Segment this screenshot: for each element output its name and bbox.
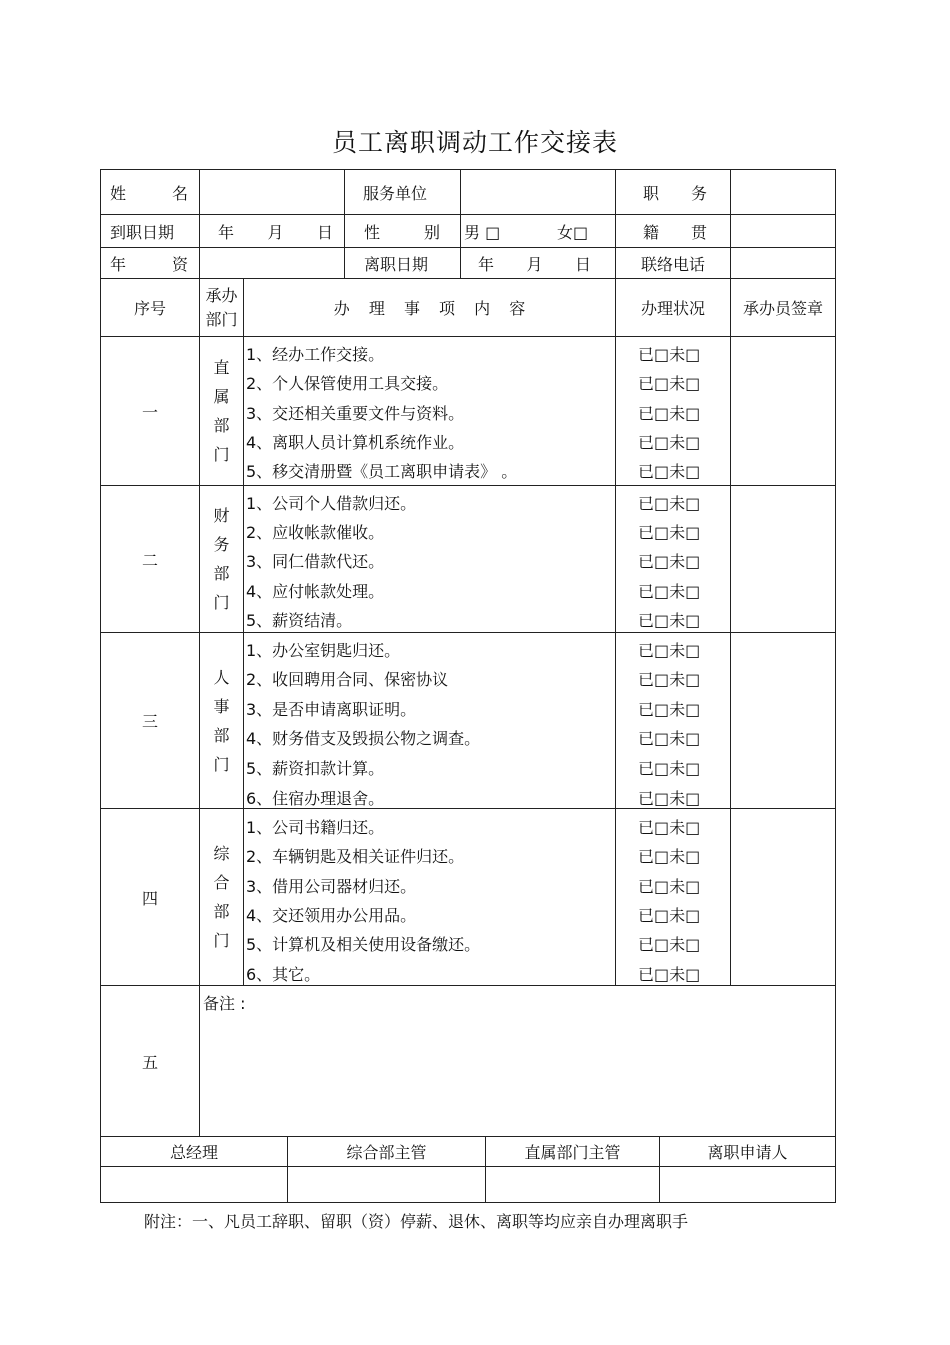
sig-admin-supervisor-label: 综合部主管 bbox=[346, 1143, 427, 1162]
gender-female-checkbox[interactable]: 女□ bbox=[557, 222, 589, 242]
task-item: 3、借用公司器材归还。 bbox=[246, 877, 417, 896]
name-field[interactable] bbox=[200, 170, 344, 214]
col-content-header: 办 理 事 项 内 容 bbox=[333, 299, 526, 318]
status-checkbox[interactable]: 已□未□ bbox=[638, 523, 701, 542]
dept-char: 直 bbox=[213, 358, 230, 377]
col-dept-header: 承办 部门 bbox=[205, 285, 238, 329]
task-item: 2、收回聘用合同、保密协议 bbox=[246, 670, 449, 689]
sig-applicant-field[interactable] bbox=[660, 1167, 835, 1202]
origin-field[interactable] bbox=[731, 215, 835, 247]
sig-direct-dept-supervisor-label: 直属部门主管 bbox=[524, 1143, 621, 1162]
dept-char: 部 bbox=[213, 902, 230, 921]
task-item: 2、应收帐款催收。 bbox=[246, 523, 385, 542]
status-checkbox[interactable]: 已□未□ bbox=[638, 494, 701, 513]
task-item: 5、薪资扣款计算。 bbox=[246, 759, 385, 778]
dept-char: 务 bbox=[213, 535, 230, 554]
handler-signature-field[interactable] bbox=[731, 337, 835, 485]
col-sign-header: 承办员签章 bbox=[742, 299, 823, 318]
form-title: 员工离职调动工作交接表 bbox=[331, 128, 618, 157]
sig-admin-supervisor-field[interactable] bbox=[288, 1167, 485, 1202]
section-seq: 二 bbox=[141, 550, 158, 570]
task-item: 4、离职人员计算机系统作业。 bbox=[246, 433, 465, 452]
hire-date-label: 到职日期 bbox=[110, 222, 175, 242]
leave-date-label: 离职日期 bbox=[364, 254, 429, 274]
task-item: 4、财务借支及毁损公物之调查。 bbox=[246, 729, 481, 748]
task-item: 5、移交清册暨《员工离职申请表》 。 bbox=[246, 462, 518, 481]
task-item: 1、经办工作交接。 bbox=[246, 345, 385, 364]
handler-signature-field[interactable] bbox=[731, 486, 835, 632]
status-checkbox[interactable]: 已□未□ bbox=[638, 877, 701, 896]
task-item: 2、个人保管使用工具交接。 bbox=[246, 374, 449, 393]
task-item: 3、交还相关重要文件与资料。 bbox=[246, 404, 465, 423]
task-item: 1、公司书籍归还。 bbox=[246, 818, 385, 837]
status-checkbox[interactable]: 已□未□ bbox=[638, 582, 701, 601]
task-item: 1、公司个人借款归还。 bbox=[246, 494, 417, 513]
origin-label: 籍 贯 bbox=[643, 222, 707, 242]
dept-char: 门 bbox=[213, 593, 230, 612]
dept-char: 人 bbox=[213, 667, 230, 687]
task-item: 5、计算机及相关使用设备缴还。 bbox=[246, 935, 481, 954]
task-item: 4、交还领用办公用品。 bbox=[246, 906, 417, 925]
col-seq-header: 序号 bbox=[133, 299, 166, 318]
dept-char: 合 bbox=[213, 873, 230, 892]
gender-label: 性 别 bbox=[364, 222, 440, 242]
service-unit-field[interactable] bbox=[461, 170, 615, 214]
seniority-field[interactable] bbox=[200, 248, 344, 278]
dept-char: 部 bbox=[213, 725, 230, 745]
task-item: 3、是否申请离职证明。 bbox=[246, 700, 417, 719]
section-dept bbox=[200, 337, 243, 485]
phone-field[interactable] bbox=[731, 248, 835, 278]
status-checkbox[interactable]: 已□未□ bbox=[638, 789, 701, 808]
status-checkbox[interactable]: 已□未□ bbox=[638, 611, 701, 630]
section-seq: 四 bbox=[141, 888, 158, 908]
status-checkbox[interactable]: 已□未□ bbox=[638, 462, 701, 481]
status-checkbox[interactable]: 已□未□ bbox=[638, 374, 701, 393]
section-dept bbox=[200, 809, 243, 985]
task-item: 6、住宿办理退舍。 bbox=[246, 789, 385, 808]
status-checkbox[interactable]: 已□未□ bbox=[638, 818, 701, 837]
seniority-label: 年 资 bbox=[110, 254, 188, 274]
status-checkbox[interactable]: 已□未□ bbox=[638, 935, 701, 954]
name-label: 姓 名 bbox=[110, 183, 188, 203]
sig-general-manager-field[interactable] bbox=[101, 1167, 287, 1202]
leave-date-field[interactable]: 年 月 日 bbox=[478, 254, 591, 274]
dept-char: 部 bbox=[213, 564, 230, 583]
status-checkbox[interactable]: 已□未□ bbox=[638, 965, 701, 984]
col-status-header: 办理状况 bbox=[640, 299, 705, 318]
phone-label: 联络电话 bbox=[640, 254, 705, 274]
remarks-seq: 五 bbox=[141, 1052, 158, 1072]
section-dept bbox=[200, 633, 243, 808]
dept-char: 部 bbox=[213, 416, 230, 435]
status-checkbox[interactable]: 已□未□ bbox=[638, 729, 701, 748]
section-dept bbox=[200, 486, 243, 632]
sig-general-manager-label: 总经理 bbox=[169, 1143, 218, 1162]
status-checkbox[interactable]: 已□未□ bbox=[638, 670, 701, 689]
dept-char: 属 bbox=[213, 387, 230, 406]
dept-char: 门 bbox=[213, 931, 230, 950]
task-item: 2、车辆钥匙及相关证件归还。 bbox=[246, 847, 465, 866]
dept-char: 门 bbox=[213, 445, 230, 464]
status-checkbox[interactable]: 已□未□ bbox=[638, 906, 701, 925]
status-checkbox[interactable]: 已□未□ bbox=[638, 641, 701, 660]
handler-signature-field[interactable] bbox=[731, 809, 835, 985]
dept-char: 门 bbox=[213, 754, 230, 774]
sig-applicant-label: 离职申请人 bbox=[707, 1143, 788, 1162]
dept-char: 事 bbox=[213, 696, 230, 716]
footnote: 附注：一、凡员工辞职、留职（资）停薪、退休、离职等均应亲自办理离职手 bbox=[144, 1212, 689, 1231]
task-item: 6、其它。 bbox=[246, 965, 321, 984]
task-item: 5、薪资结清。 bbox=[246, 611, 353, 630]
dept-char: 财 bbox=[213, 506, 230, 525]
status-checkbox[interactable]: 已□未□ bbox=[638, 345, 701, 364]
status-checkbox[interactable]: 已□未□ bbox=[638, 847, 701, 866]
handler-signature-field[interactable] bbox=[731, 633, 835, 808]
status-checkbox[interactable]: 已□未□ bbox=[638, 552, 701, 571]
section-seq: 一 bbox=[141, 402, 158, 422]
status-checkbox[interactable]: 已□未□ bbox=[638, 700, 701, 719]
task-item: 3、同仁借款代还。 bbox=[246, 552, 385, 571]
status-checkbox[interactable]: 已□未□ bbox=[638, 433, 701, 452]
task-item: 4、应付帐款处理。 bbox=[246, 582, 385, 601]
sig-direct-dept-supervisor-field[interactable] bbox=[486, 1167, 659, 1202]
dept-char: 综 bbox=[213, 844, 230, 863]
status-checkbox[interactable]: 已□未□ bbox=[638, 404, 701, 423]
task-item: 1、办公室钥匙归还。 bbox=[246, 641, 401, 660]
hire-date-field[interactable]: 年 月 日 bbox=[218, 222, 333, 242]
remarks-field[interactable] bbox=[200, 1015, 835, 1135]
remarks-label: 备注 : bbox=[203, 994, 246, 1013]
service-unit-label: 服务单位 bbox=[363, 183, 428, 203]
position-label: 职 务 bbox=[643, 183, 707, 203]
section-seq: 三 bbox=[141, 712, 158, 731]
gender-male-checkbox[interactable]: 男 □ bbox=[464, 222, 501, 242]
position-field[interactable] bbox=[731, 170, 835, 214]
status-checkbox[interactable]: 已□未□ bbox=[638, 759, 701, 778]
